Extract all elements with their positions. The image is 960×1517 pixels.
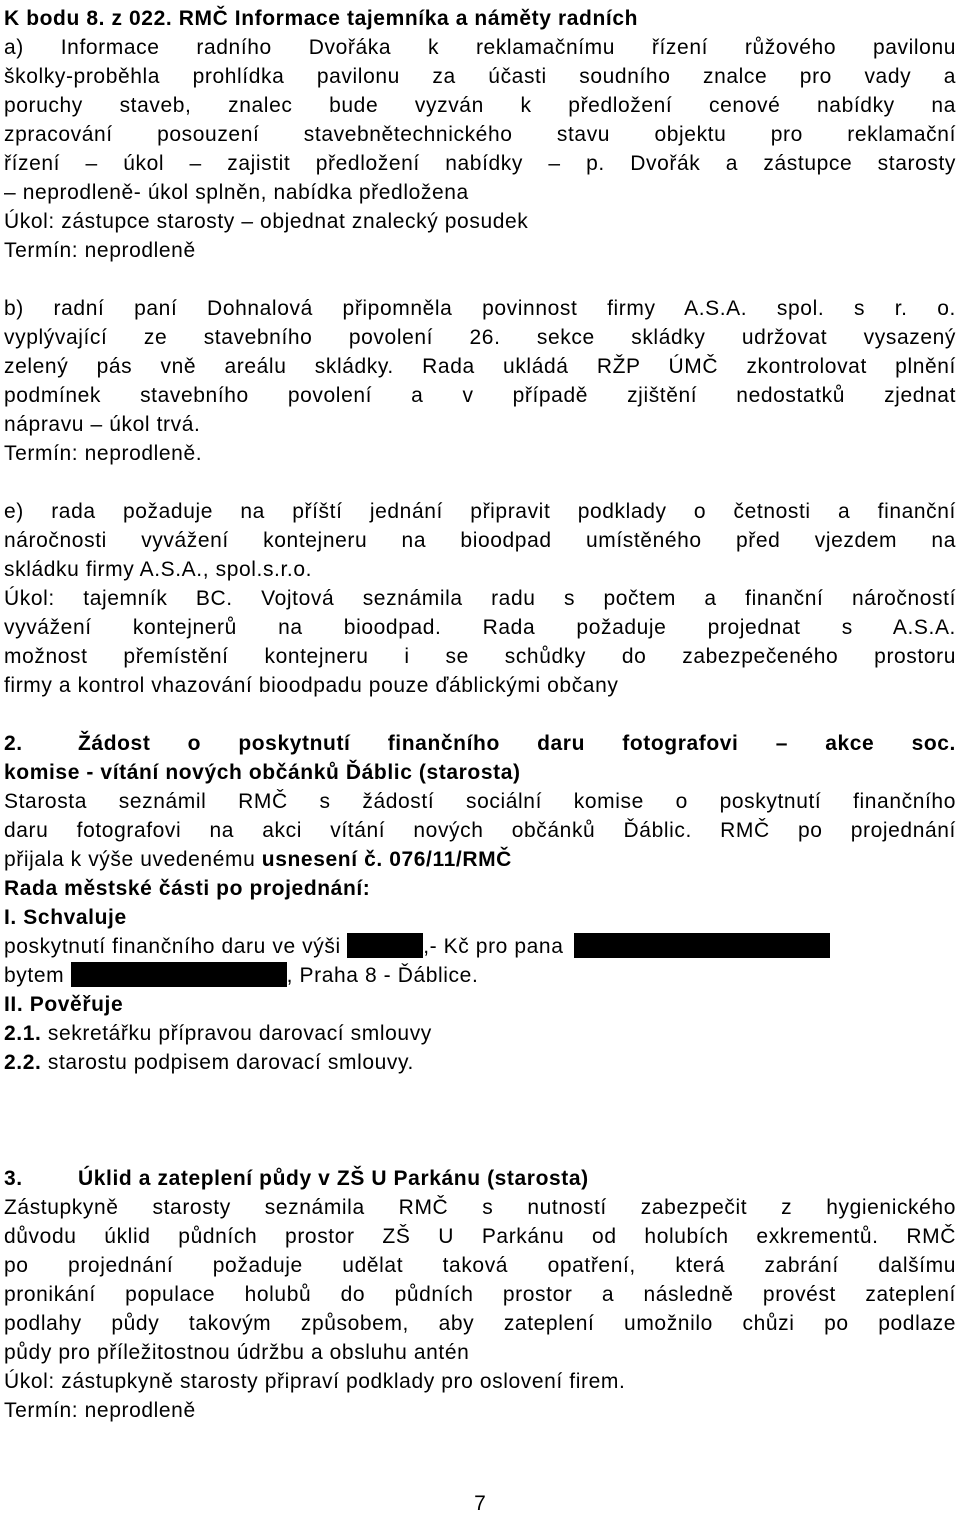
item1e-line: e) rada požaduje na příští jednání připravit podklady o četnosti a finanční [4,500,956,523]
item3-body-line: důvodu úklid půdních prostor ZŠ U Parkánu od holubích exkrementů. RMČ [4,1225,956,1248]
item1e-line: Úkol: tajemník BC. Vojtová seznámila radu s počtem a finanční náročností [4,587,956,610]
item1b-deadline: Termín: neprodleně. [4,442,203,465]
redacted-amount [347,933,423,958]
item1b-line: vyplývající ze stavebního povolení 26. sekce skládky udržovat vysazený [4,326,956,349]
item2-heading [4,729,956,758]
item1-line: a) Informace radního Dvořáka k reklamačnímu řízení růžového pavilonu [4,36,956,59]
entrust-item-text: sekretářku přípravou darovací smlouvy [41,1022,432,1045]
gift-prefix: poskytnutí finančního daru ve výši [4,935,348,958]
item2-heading-text: Žádost o poskytnutí finančního daru fotografovi – akce soc. [78,732,956,755]
resolution-number: usnesení č. 076/11/RMČ [261,848,512,871]
item3-heading [4,1164,956,1193]
item1b-line: nápravu – úkol trvá. [4,413,201,436]
item3-heading-text: Úklid a zateplení půdy v ZŠ U Parkánu (starosta) [78,1167,589,1190]
item1-line: – neprodleně- úkol splněn, nabídka předložena [4,181,469,204]
item3-body-line: po projednání požaduje udělat taková opatření, která zabrání dalšímu [4,1254,956,1277]
item1-line: školky-proběhla prohlídka pavilonu za účasti soudního znalce pro vady a [4,65,956,88]
item1e-line: vyvážení kontejnerů na bioodpad. Rada požaduje projednat s A.S.A. [4,616,956,639]
item1e-line: možnost přemístění kontejneru i se schůdky do zabezpečeného prostoru [4,645,956,668]
document-page [4,4,956,1425]
item3-body-line: podlahy půdy takovým způsobem, aby zateplení umožnilo chůzi po podlaze [4,1312,956,1335]
item1e-line: firmy a kontrol vhazování bioodpadu pouze ďáblickými občany [4,674,619,697]
item1-deadline: Termín: neprodleně [4,239,196,262]
item2-heading-number: 2. [4,732,23,755]
item1-line: poruchy staveb, znalec bude vyzván k předložení cenové nabídky na [4,94,956,117]
item1-heading: K bodu 8. z 022. RMČ Informace tajemníka a náměty radních [4,7,639,30]
entrust-item [4,1019,956,1048]
residence-suffix: , Praha 8 - Ďáblice. [286,964,479,987]
item1e-line: náročnosti vyvážení kontejneru na bioodpad umístěného před vjezdem na [4,529,956,552]
item1b-line: podmínek stavebního povolení a v případě zjištění nedostatků zjednat [4,384,956,407]
entrust-item-text: starostu podpisem darovací smlouvy. [41,1051,414,1074]
item1-line: zpracování posouzení stavebnětechnického stavu objektu pro reklamační [4,123,956,146]
gift-line [4,932,956,961]
item1b-line: b) radní paní Dohnalová připomněla povinnost firmy A.S.A. spol. s r. o. [4,297,956,320]
item3-body-line: Zástupkyně starosty seznámila RMČ s nutností zabezpečit z hygienického [4,1196,956,1219]
item1b-line: zelený pás vně areálu skládky. Rada ukládá RŽP ÚMČ zkontrolovat plnění [4,355,956,378]
item2-accepted [4,845,956,874]
item3-deadline: Termín: neprodleně [4,1399,196,1422]
rada-heading: Rada městské části po projednání: [4,877,371,900]
item2-heading-cont: komise - vítání nových občánků Ďáblic (starosta) [4,761,521,784]
page-number: 7 [474,1492,486,1515]
entrust-heading: II. Pověřuje [4,993,124,1016]
entrust-item [4,1048,956,1077]
item1e-line: skládku firmy A.S.A., spol.s.r.o. [4,558,313,581]
residence-prefix: bytem [4,964,71,987]
redacted-name [574,933,830,958]
item3-body-line: pronikání populace holubů do půdních prostor a následně provést zateplení [4,1283,956,1306]
item2-accepted-prefix: přijala k výše uvedenému [4,848,262,871]
item1-task: Úkol: zástupce starosty – objednat znalecký posudek [4,210,529,233]
entrust-item-number: 2.2. [4,1051,42,1074]
item3-body-line: půdy pro příležitostnou údržbu a obsluhu antén [4,1341,470,1364]
item2-body-line: Starosta seznámil RMČ s žádostí sociální komise o poskytnutí finančního [4,790,956,813]
item3-task: Úkol: zástupkyně starosty připraví podklady pro oslovení firem. [4,1370,626,1393]
entrust-item-number: 2.1. [4,1022,42,1045]
residence-line [4,961,956,990]
item2-body-line: daru fotografovi na akci vítání nových občánků Ďáblic. RMČ po projednání [4,819,956,842]
redacted-address [71,962,287,987]
approve-heading: I. Schvaluje [4,906,127,929]
item3-heading-number: 3. [4,1167,23,1190]
item1-line: řízení – úkol – zajistit předložení nabídky – p. Dvořák a zástupce starosty [4,152,956,175]
gift-middle: ,- Kč pro pana [423,935,564,958]
